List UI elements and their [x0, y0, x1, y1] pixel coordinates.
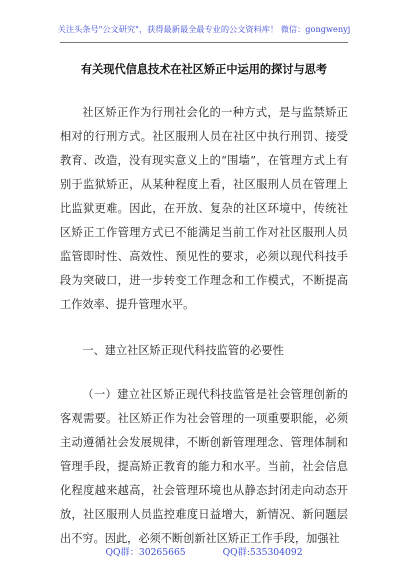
- document-title: 有关现代信息技术在社区矫正中运用的探讨与思考: [80, 62, 328, 76]
- section-heading: 一、建立社区矫正现代科技监管的必要性: [82, 344, 284, 357]
- page-header: [0, 24, 408, 35]
- document-body: [60, 101, 348, 551]
- page-footer: [0, 544, 408, 558]
- footer-qq-group-1: QQ群：30265665: [105, 547, 186, 558]
- body-paragraph: （一）建立社区矫正现代科技监管是社会管理创新的客观需要。社区矫正作为社会管理的一项重要职能，必须主动遵循社会发展规律，不断创新管理理念、管理体制和管理手段，提高矫正教育的能力和水平。当前，社会信息化程度越来越高，社会管理环境也从静态封闭走向动态开放，社区服刑人员监控难度日益增大，新情况、新问题层出不穷。因此，必须不断创新社区矫正工作手段，加强社: [60, 388, 348, 545]
- spacer: [60, 317, 348, 339]
- footer-qq-group-2: QQ群:535304092: [222, 547, 303, 558]
- header-text: 关注头条号"公文研究"，获得最新最全最专业的公文资料库！ 微信：gongwenyj: [57, 24, 351, 34]
- intro-paragraph: 社区矫正作为行刑社会化的一种方式，是与监禁矫正相对的行刑方式。社区服刑人员在社区中执行刑罚、接受教育、改造，没有现实意义上的“围墙”，在管理方式上有别于监狱矫正，从某种程度上看，社区服刑人员在管理上比监狱更难。因此，在开放、复杂的社区环境中，传统社区矫正工作管理方式已不能满足当前工作对社区服刑人员监管即时性、高效性、预见性的要求，必须以现代科技手段为突破口，进一步转变工作理念和工作模式，不断提高工作效率、提升管理水平。: [60, 106, 348, 311]
- spacer: [60, 363, 348, 383]
- header-divider: [60, 42, 348, 43]
